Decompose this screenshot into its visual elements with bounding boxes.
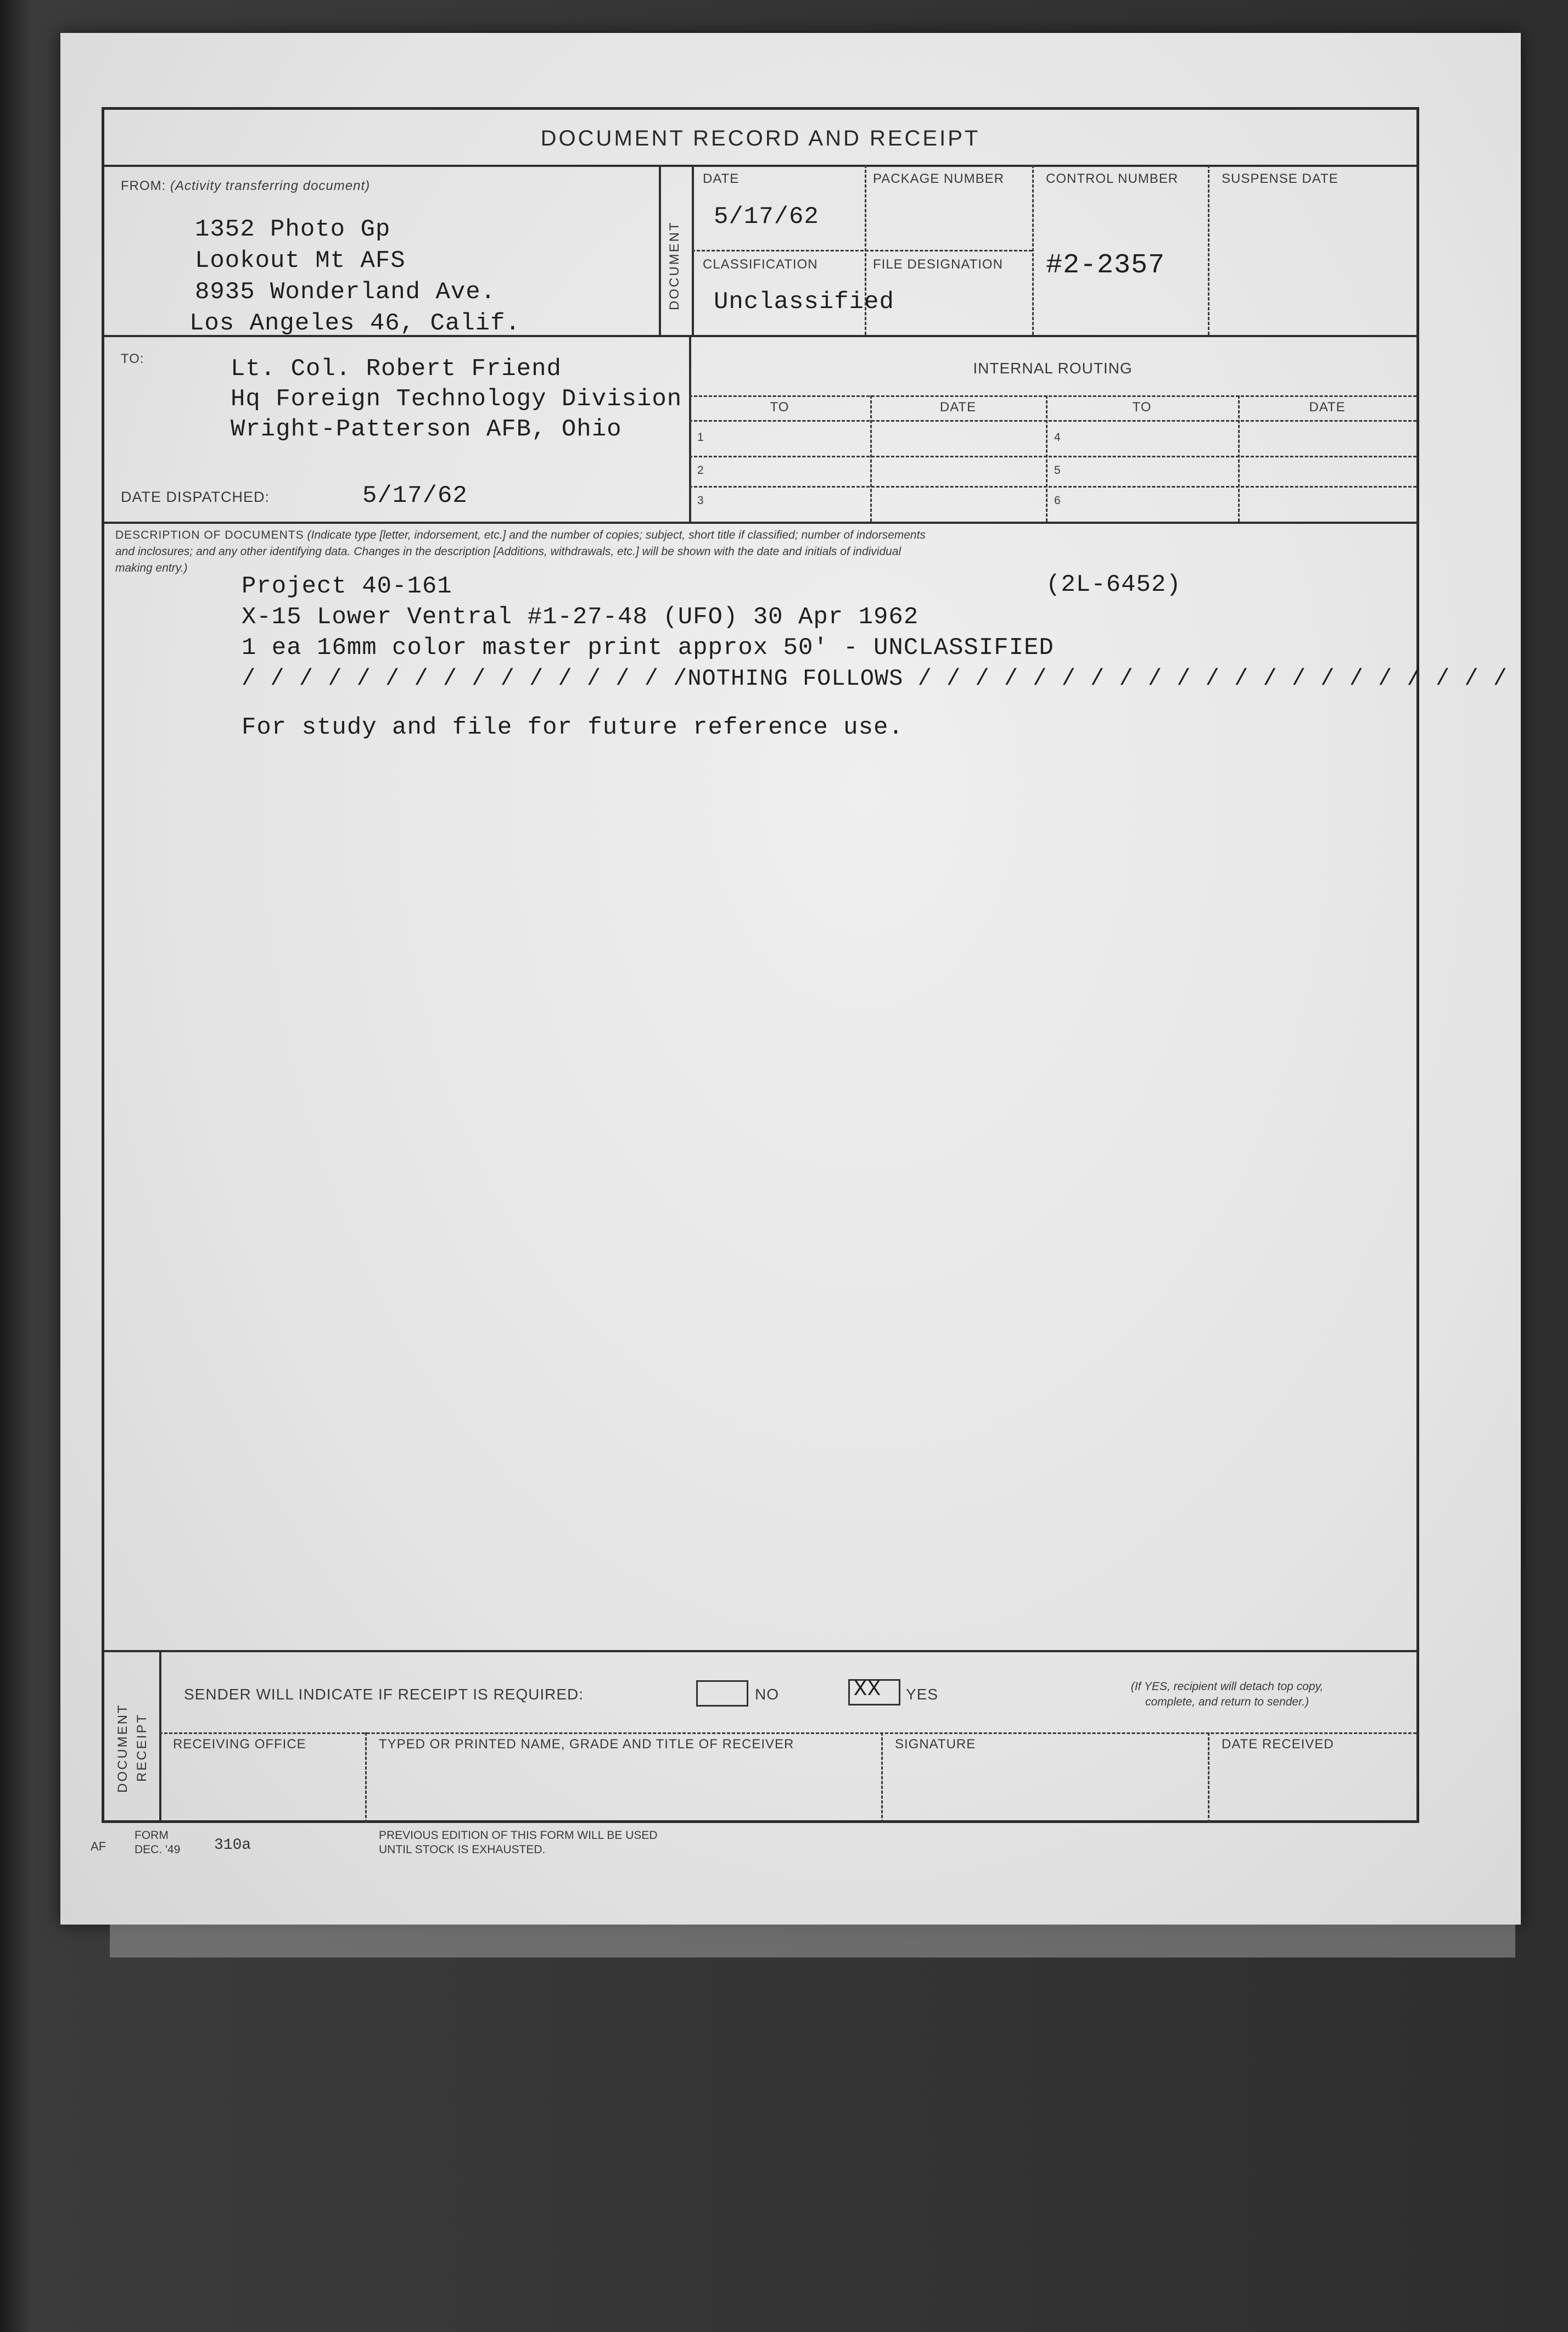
divider: [1032, 165, 1034, 335]
description-hint: and inclosures; and any other identifying data. Changes in the description [Additions, withdrawals, etc.] will be shown with the date and initials of individual: [115, 545, 901, 558]
routing-row-number: 1: [697, 431, 704, 444]
form-title: DOCUMENT RECORD AND RECEIPT: [540, 126, 981, 150]
receipt-vertical-label: RECEIPT: [135, 1713, 149, 1782]
footer-number: 310a: [214, 1837, 251, 1854]
yes-hint-line: (If YES, recipient will detach top copy,: [1130, 1680, 1324, 1693]
no-checkbox[interactable]: [696, 1680, 748, 1707]
from-address: [189, 214, 520, 339]
file-designation-label: FILE DESIGNATION: [873, 257, 1003, 272]
divider: [689, 486, 1416, 488]
divider: [689, 456, 1416, 457]
control-number-value: #2-2357: [1046, 250, 1166, 281]
description-body: [242, 571, 1508, 694]
divider: [870, 395, 872, 522]
description-hint: making entry.): [115, 562, 188, 574]
footer-note: [379, 1828, 658, 1857]
footer-form: FORM: [135, 1829, 169, 1842]
routing-row-number: 3: [697, 494, 704, 507]
receipt-vertical-label: DOCUMENT: [115, 1703, 130, 1793]
footer-note-line: UNTIL STOCK IS EXHAUSTED.: [379, 1843, 546, 1856]
divider: [159, 1732, 1416, 1734]
date-dispatched-value: 5/17/62: [362, 482, 468, 510]
description-line: X-15 Lower Ventral #1-27-48 (UFO) 30 Apr 1962: [242, 603, 919, 631]
to-label: TO:: [121, 351, 144, 366]
routing-header-to: TO: [770, 400, 789, 415]
yes-label: YES: [906, 1686, 939, 1703]
yes-hint: [1049, 1679, 1405, 1710]
divider: [104, 522, 1416, 524]
footer-date: DEC. '49: [135, 1843, 181, 1856]
no-label: NO: [755, 1686, 779, 1703]
date-received-label: DATE RECEIVED: [1222, 1737, 1334, 1752]
suspense-date-label: SUSPENSE DATE: [1222, 171, 1339, 186]
footer-form-block: [135, 1828, 180, 1857]
to-address: [231, 354, 682, 445]
divider: [1046, 395, 1048, 522]
routing-row-number: 6: [1054, 494, 1061, 507]
description-label: DESCRIPTION OF DOCUMENTS: [115, 529, 304, 541]
receiving-office-label: RECEIVING OFFICE: [173, 1737, 306, 1752]
divider: [104, 1650, 1416, 1652]
divider: [689, 420, 1416, 422]
divider: [692, 250, 1032, 251]
from-line: 8935 Wonderland Ave.: [195, 278, 496, 306]
to-line: Wright-Patterson AFB, Ohio: [231, 416, 622, 443]
date-label: DATE: [703, 171, 740, 186]
package-number-label: PACKAGE NUMBER: [873, 171, 1004, 186]
description-line: / / / / / / / / / / / / / / / /NOTHING FOLLOWS / / / / / / / / / / / / / / / / / / / / /: [242, 666, 1508, 692]
date-value: 5/17/62: [714, 203, 819, 231]
divider: [881, 1732, 883, 1823]
internal-routing-label: INTERNAL ROUTING: [973, 360, 1133, 377]
from-label-group: [121, 178, 370, 194]
divider: [104, 335, 1416, 337]
description-header: [115, 527, 1411, 577]
divider: [365, 1732, 367, 1823]
divider: [689, 395, 1416, 397]
date-dispatched-label: DATE DISPATCHED:: [121, 489, 270, 505]
divider: [1208, 165, 1209, 335]
description-line: Project 40-161: [242, 573, 452, 600]
divider: [104, 165, 1416, 167]
yes-mark: XX: [854, 1677, 882, 1702]
routing-header-date: DATE: [939, 400, 977, 415]
footer-note-line: PREVIOUS EDITION OF THIS FORM WILL BE USED: [379, 1829, 658, 1842]
to-line: Lt. Col. Robert Friend: [231, 355, 562, 383]
receipt-required-label: SENDER WILL INDICATE IF RECEIPT IS REQUIRED:: [184, 1686, 584, 1703]
routing-row-number: 5: [1054, 464, 1061, 477]
routing-row-number: 2: [697, 464, 704, 477]
classification-value: Unclassified: [714, 288, 894, 316]
description-hint: (Indicate type [letter, indorsement, etc.] and the number of copies; subject, short title if classified; number of indorsements: [307, 529, 926, 541]
document-record-form: [102, 107, 1508, 1823]
routing-header-to: TO: [1132, 400, 1152, 415]
reference-number: (2L-6452): [1046, 571, 1181, 599]
from-hint: (Activity transferring document): [170, 178, 371, 193]
from-line: Lookout Mt AFS: [195, 247, 406, 275]
from-line: Los Angeles 46, Calif.: [189, 310, 520, 337]
footer-af: AF: [91, 1839, 107, 1853]
divider: [1208, 1732, 1209, 1823]
divider: [1238, 395, 1240, 522]
divider: [159, 1650, 161, 1823]
note-line: For study and file for future reference use.: [242, 714, 904, 741]
description-line: 1 ea 16mm color master print approx 50' - UNCLASSIFIED: [242, 634, 1054, 662]
paper-shadow: [110, 1925, 1515, 1958]
from-line: 1352 Photo Gp: [195, 216, 391, 243]
document-vertical-label: DOCUMENT: [667, 221, 682, 310]
routing-row-number: 4: [1054, 431, 1061, 444]
from-label: FROM:: [121, 178, 166, 193]
to-line: Hq Foreign Technology Division: [231, 385, 682, 413]
classification-label: CLASSIFICATION: [703, 257, 818, 272]
divider: [659, 165, 661, 335]
signature-label: SIGNATURE: [895, 1737, 976, 1752]
routing-header-date: DATE: [1309, 400, 1346, 415]
control-number-label: CONTROL NUMBER: [1046, 171, 1179, 186]
typed-name-label: TYPED OR PRINTED NAME, GRADE AND TITLE OF RECEIVER: [379, 1737, 794, 1752]
yes-hint-line: complete, and return to sender.): [1145, 1696, 1309, 1708]
